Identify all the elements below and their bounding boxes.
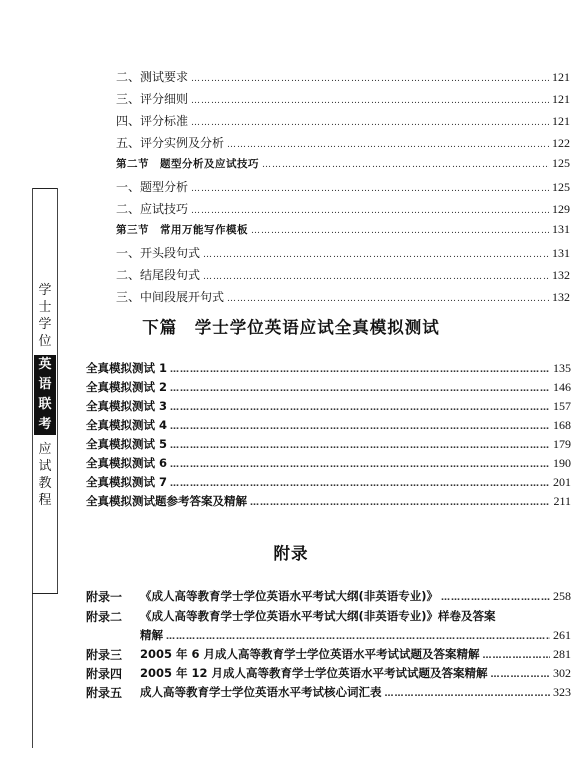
toc-entry[interactable]: 二、测试要求 …………………………………………………………………………………………………………………………………………………………………………………… 121	[116, 68, 570, 85]
appendix-title: 附录	[273, 544, 309, 563]
appendix-tag: 附录一	[86, 590, 123, 604]
toc-entry[interactable]: 2005 年 12 月成人高等教育学士学位英语水平考试试题及答案精解 …………………………………………………………………………………………………………………………………………………………………………………… 302	[140, 665, 571, 681]
toc-entry[interactable]: 一、题型分析 …………………………………………………………………………………………………………………………………………………………………………………… 125	[116, 178, 570, 195]
toc-entry[interactable]: 成人高等教育学士学位英语水平考试核心词汇表 …………………………………………………………………………………………………………………………………………………………………………………… 323	[140, 684, 571, 700]
side-tab-border-bottom	[32, 593, 58, 594]
toc-entry[interactable]: 2005 年 6 月成人高等教育学士学位英语水平考试试题及答案精解 …………………………………………………………………………………………………………………………………………………………………………………… 281	[140, 646, 571, 662]
appendix-tag: 附录三	[86, 648, 123, 662]
toc-section-heading[interactable]: 第二节 题型分析及应试技巧 …………………………………………………………………………………………………………………………………………………………………………………… 125	[116, 156, 570, 171]
part-title: 下篇 学士学位英语应试全真模拟测试	[142, 318, 440, 337]
toc-entry[interactable]: 五、评分实例及分析 …………………………………………………………………………………………………………………………………………………………………………………… 122	[116, 134, 570, 151]
side-tab-part2: 英 语 联 考	[34, 355, 56, 435]
toc-entry[interactable]: 二、结尾段句式 …………………………………………………………………………………………………………………………………………………………………………………… 132	[116, 266, 570, 283]
appendix-tag: 附录五	[86, 686, 123, 700]
toc-entry[interactable]: 精解 …………………………………………………………………………………………………………………………………………………………………………………… 261	[140, 627, 571, 643]
toc-entry[interactable]: 全真模拟测试 4 …………………………………………………………………………………………………………………………………………………………………………………… 168	[86, 417, 571, 433]
appendix-tag: 附录二	[86, 610, 123, 624]
side-tab-border-top	[32, 188, 58, 189]
side-tab-border-right	[57, 188, 58, 593]
toc-entry[interactable]: 全真模拟测试 5 …………………………………………………………………………………………………………………………………………………………………………………… 179	[86, 436, 571, 452]
toc-entry[interactable]: 三、评分细则 …………………………………………………………………………………………………………………………………………………………………………………… 121	[116, 90, 570, 107]
toc-entry[interactable]: 三、中间段展开句式 …………………………………………………………………………………………………………………………………………………………………………………… 132	[116, 288, 570, 305]
toc-entry[interactable]: 全真模拟测试 6 …………………………………………………………………………………………………………………………………………………………………………………… 190	[86, 455, 571, 471]
toc-entry[interactable]: 四、评分标准 …………………………………………………………………………………………………………………………………………………………………………………… 121	[116, 112, 570, 129]
toc-entry[interactable]: 一、开头段句式 …………………………………………………………………………………………………………………………………………………………………………………… 131	[116, 244, 570, 261]
side-tab-part1: 学 士 学 位	[38, 283, 52, 349]
toc-entry[interactable]: 全真模拟测试 1 …………………………………………………………………………………………………………………………………………………………………………………… 135	[86, 360, 571, 376]
appendix-tag: 附录四	[86, 667, 123, 681]
toc-entry[interactable]: 二、应试技巧 …………………………………………………………………………………………………………………………………………………………………………………… 129	[116, 200, 570, 217]
side-tab-part3: 应 试 教 程	[38, 442, 52, 508]
side-tab-border-left	[32, 188, 33, 748]
toc-entry[interactable]: 全真模拟测试 7 …………………………………………………………………………………………………………………………………………………………………………………… 201	[86, 474, 571, 490]
toc-entry[interactable]: 全真模拟测试 2 …………………………………………………………………………………………………………………………………………………………………………………… 146	[86, 379, 571, 395]
toc-entry[interactable]: 全真模拟测试 3 …………………………………………………………………………………………………………………………………………………………………………………… 157	[86, 398, 571, 414]
toc-entry-line1[interactable]: 《成人高等教育学士学位英语水平考试大纲(非英语专业)》样卷及答案	[140, 609, 496, 623]
toc-entry[interactable]: 《成人高等教育学士学位英语水平考试大纲(非英语专业)》 …………………………………………………………………………………………………………………………………………………………………………………… 258	[140, 588, 571, 604]
toc-entry[interactable]: 全真模拟测试题参考答案及精解 …………………………………………………………………………………………………………………………………………………………………………………… 211	[86, 493, 571, 509]
toc-section-heading[interactable]: 第三节 常用万能写作模板 …………………………………………………………………………………………………………………………………………………………………………………… 131	[116, 222, 570, 237]
